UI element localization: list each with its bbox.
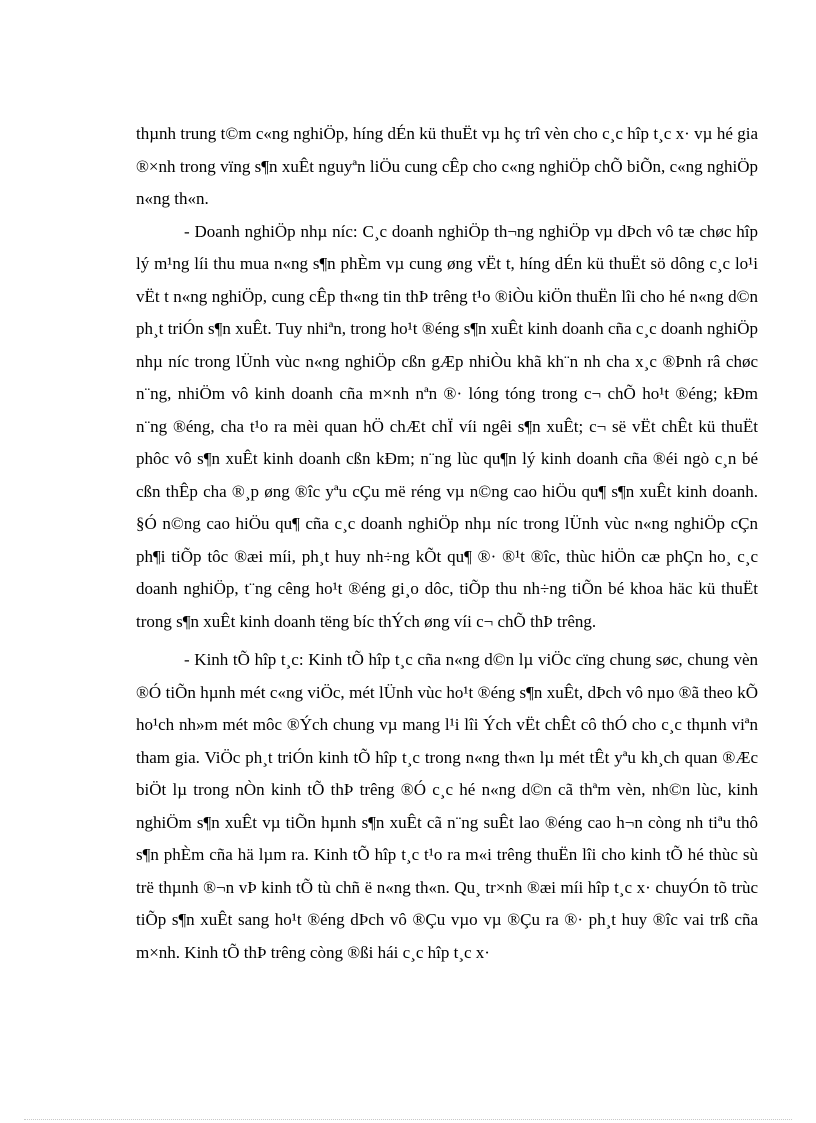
page-bottom-border (24, 1119, 792, 1120)
paragraph-cooperative-economy: - Kinh tÕ hîp t¸c: Kinh tÕ hîp t¸c cña n«ng d©n lµ viÖc cïng chung søc, chung vèn ®Ó tiÕn hµnh mét c«ng viÖc, mét lÜnh vùc ho¹t ®éng s¶n xuÊt, dÞch vô nµo ®ã theo kÕ ho¹ch nh»m mét môc ®Ých chung vµ mang l¹i lîi Ých vËt chÊt cô thÓ cho c¸c thµnh viªn tham gia. ViÖc ph¸t triÓn kinh tÕ hîp t¸c trong n«ng th«n lµ mét tÊt yªu kh¸ch quan ®Æc biÖt lµ trong nÒn kinh tÕ thÞ trêng ®Ó c¸c hé n«ng d©n cã thªm vèn, nh©n lùc, kinh nghiÖm s¶n xuÊt vµ tiÕn hµnh s¶n xuÊt cã n¨ng suÊt lao ®éng cao h¬n còng nh tiªu thô s¶n phÈm cña hä lµm ra. Kinh tÕ hîp t¸c t¹o ra m«i trêng thuËn lîi cho kinh tÕ hé thùc sù trë thµnh ®¬n vÞ kinh tÕ tù chñ ë n«ng th«n. Qu¸ tr×nh ®æi míi hîp t¸c x· chuyÓn tõ trùc tiÕp s¶n xuÊt sang ho¹t ®éng dÞch vô ®Çu vµo vµ ®Çu ra ®· ph¸t huy ®îc vai trß cña m×nh. Kinh tÕ thÞ trêng còng ®ßi hái c¸c hîp t¸c x· (136, 650, 758, 962)
paragraph-continuation: thµnh trung t©m c«ng nghiÖp, híng dÉn kü thuËt vµ hç trî vèn cho c¸c hîp t¸c x· vµ hé gia ®×nh trong vïng s¶n xuÊt nguyªn liÖu cung cÊp cho c«ng nghiÖp chÕ biÕn, c«ng nghiÖp n«ng th«n. (136, 124, 758, 208)
document-body (136, 118, 758, 969)
paragraph-state-enterprises: - Doanh nghiÖp nhµ níc: C¸c doanh nghiÖp th¬ng nghiÖp vµ dÞch vô tæ chøc hîp lý m¹ng líi thu mua n«ng s¶n phÈm vµ cung øng vËt t, híng dÉn kü thuËt sö dông c¸c lo¹i vËt t n«ng nghiÖp, cung cÊp th«ng tin thÞ trêng t¹o ®iÒu kiÖn thuËn lîi cho hé n«ng d©n ph¸t triÓn s¶n xuÊt. Tuy nhiªn, trong ho¹t ®éng s¶n xuÊt kinh doanh cña c¸c doanh nghiÖp nhµ níc trong lÜnh vùc n«ng nghiÖp cßn gÆp nhiÒu khã kh¨n nh cha x¸c ®Þnh râ chøc n¨ng, nhiÖm vô kinh doanh cña m×nh nªn ®· lóng tóng trong c¬ chÕ ho¹t ®éng; kÐm n¨ng ®éng, cha t¹o ra mèi quan hÖ chÆt chÏ víi ngêi s¶n xuÊt; c¬ së vËt chÊt kü thuËt phôc vô s¶n xuÊt kinh doanh cßn kÐm; n¨ng lùc qu¶n lý kinh doanh cña ®éi ngò c¸n bé cßn thÊp cha ®¸p øng ®îc yªu cÇu më réng vµ n©ng cao hiÖu qu¶ s¶n xuÊt kinh doanh. §Ó n©ng cao hiÖu qu¶ cña c¸c doanh nghiÖp nhµ níc trong lÜnh vùc n«ng nghiÖp cÇn ph¶i tiÕp tôc ®æi míi, ph¸t huy nh÷ng kÕt qu¶ ®· ®¹t ®îc, thùc hiÖn cæ phÇn ho¸ c¸c doanh nghiÖp, t¨ng cêng ho¹t ®éng gi¸o dôc, tiÕp thu nh÷ng tiÕn bé khoa häc kü thuËt trong s¶n xuÊt kinh doanh tëng bíc thÝch øng víi c¬ chÕ thÞ trêng. (136, 221, 758, 631)
